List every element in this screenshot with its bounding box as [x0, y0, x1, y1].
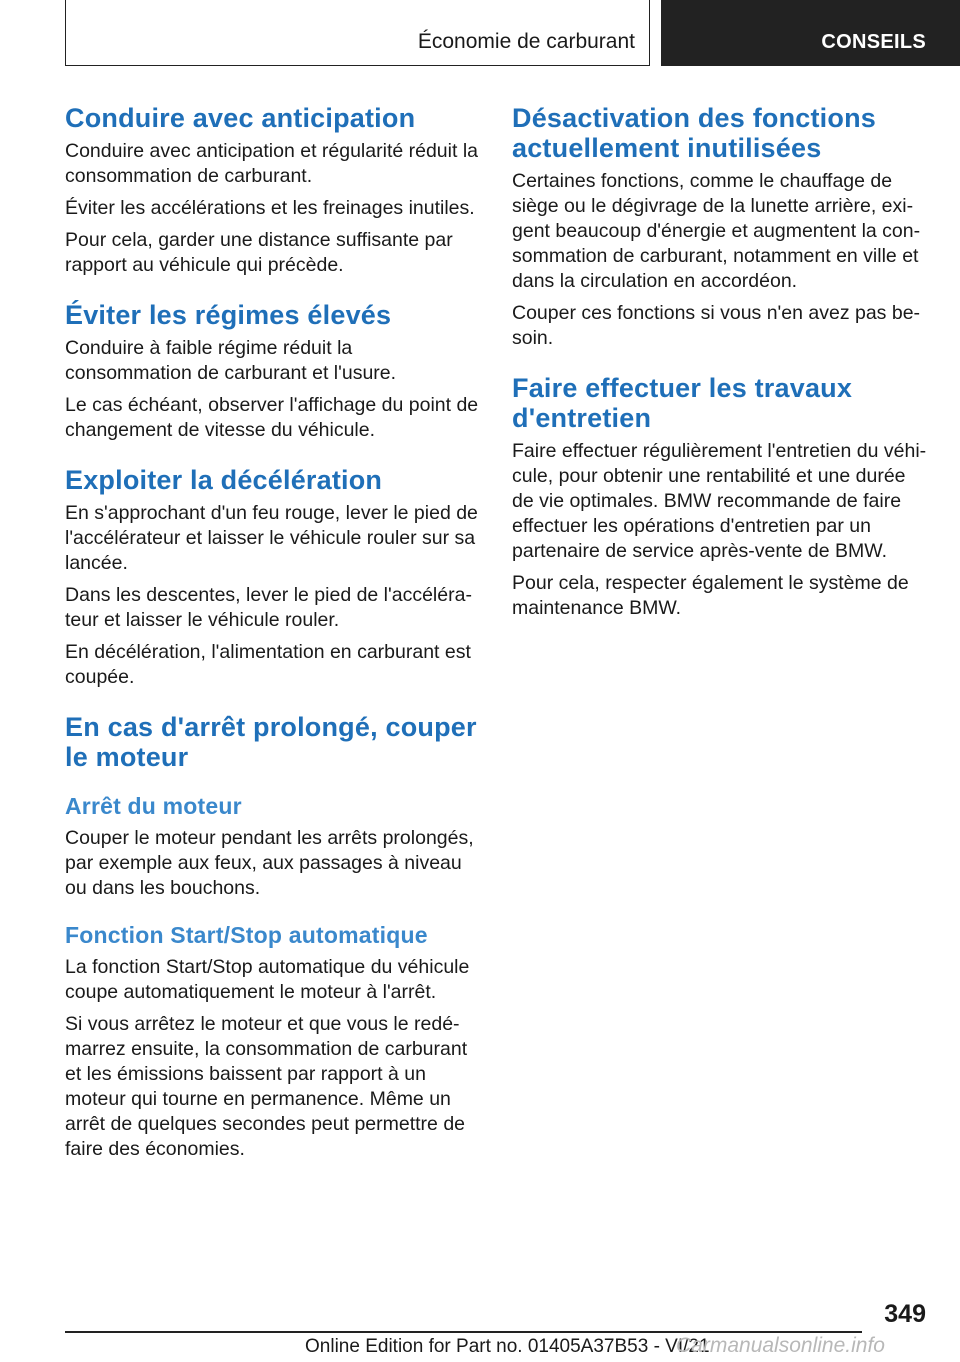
section-heading: Conduire avec anticipation: [65, 103, 416, 133]
paragraph: Conduire à faible régime réduit la consommation de carburant et l'usure.: [65, 337, 397, 384]
section-travaux-entretien: [512, 373, 930, 621]
subsection-heading: Fonction Start/Stop automatique: [65, 922, 428, 948]
edition-note: Online Edition for Part no. 01405A37B53 - VI/21: [305, 1336, 710, 1357]
paragraph: Le cas échéant, observer l'affichage du point de changement de vitesse du véhicule.: [65, 394, 479, 441]
section-desactivation-fonctions: [512, 103, 930, 351]
chapter-tab: [661, 0, 960, 66]
section-heading: Exploiter la décélération: [65, 465, 383, 495]
section-heading: Faire effectuer les travaux d'entretien: [512, 373, 853, 433]
section-eviter-regimes-eleves: [65, 300, 480, 443]
section-heading: Éviter les régimes élevés: [65, 300, 392, 330]
paragraph: Dans les descentes, lever le pied de l'accélérateur et laisser le véhicule rouler.: [65, 584, 472, 631]
subsection-heading: Arrêt du moteur: [65, 793, 242, 819]
paragraph: Pour cela, garder une distance suffisante par rapport au véhicule qui précède.: [65, 229, 453, 276]
paragraph: En décélération, l'alimentation en carburant est coupée.: [65, 641, 471, 688]
section-conduire-avec-anticipation: [65, 103, 480, 278]
paragraph: Faire effectuer régulièrement l'entretien du véhicule, pour obtenir une rentabilité et une durée de vie optimales. BMW recommande de faire effectuer les opérations d'entretien par un partenaire de service après-vente de BMW.: [512, 440, 927, 562]
paragraph: La fonction Start/Stop automatique du véhicule coupe automatiquement le moteur à l'arrêt.: [65, 956, 470, 1003]
paragraph: Éviter les accélérations et les freinages inutiles.: [65, 197, 475, 219]
paragraph: Couper ces fonctions si vous n'en avez pas besoin.: [512, 302, 921, 349]
right-column: [512, 103, 930, 621]
section-heading: Désactivation des fonctions actuellement inutilisées: [512, 103, 876, 163]
running-header-section: [65, 0, 650, 66]
paragraph: Couper le moteur pendant les arrêts prolongés, par exemple aux feux, aux passages à niveau ou dans les bouchons.: [65, 827, 474, 899]
watermark: Carmanualsonline.info: [676, 1334, 885, 1357]
paragraph: Conduire avec anticipation et régularité réduit la consommation de carburant.: [65, 140, 478, 187]
section-heading: En cas d'arrêt prolongé, couper le moteur: [65, 712, 477, 772]
paragraph: Si vous arrêtez le moteur et que vous le redémarrez ensuite, la consommation de carburant et les émissions baissent par rapport à un moteur qui tourne en permanence. Même un arrêt de quelques secondes peut permettre de faire des économies.: [65, 1013, 468, 1160]
section-exploiter-deceleration: [65, 465, 480, 690]
page-number: 349: [884, 1300, 926, 1328]
section-title: Économie de carburant: [417, 30, 635, 53]
paragraph: En s'approchant d'un feu rouge, lever le pied de l'accélérateur et laisser le véhicule rouler sur sa lancée.: [65, 502, 478, 574]
left-column: [65, 103, 480, 1162]
paragraph: Certaines fonctions, comme le chauffage de siège ou le dégivrage de la lunette arrière, exigent beaucoup d'énergie et augmentent la consommation de carburant, notamment en ville et dans la circulation en accordéon.: [512, 170, 921, 292]
chapter-title: CONSEILS: [821, 31, 926, 53]
paragraph: Pour cela, respecter également le système de maintenance BMW.: [512, 572, 909, 619]
section-arret-prolonge: [65, 712, 480, 1162]
footer-divider: [65, 1331, 862, 1333]
